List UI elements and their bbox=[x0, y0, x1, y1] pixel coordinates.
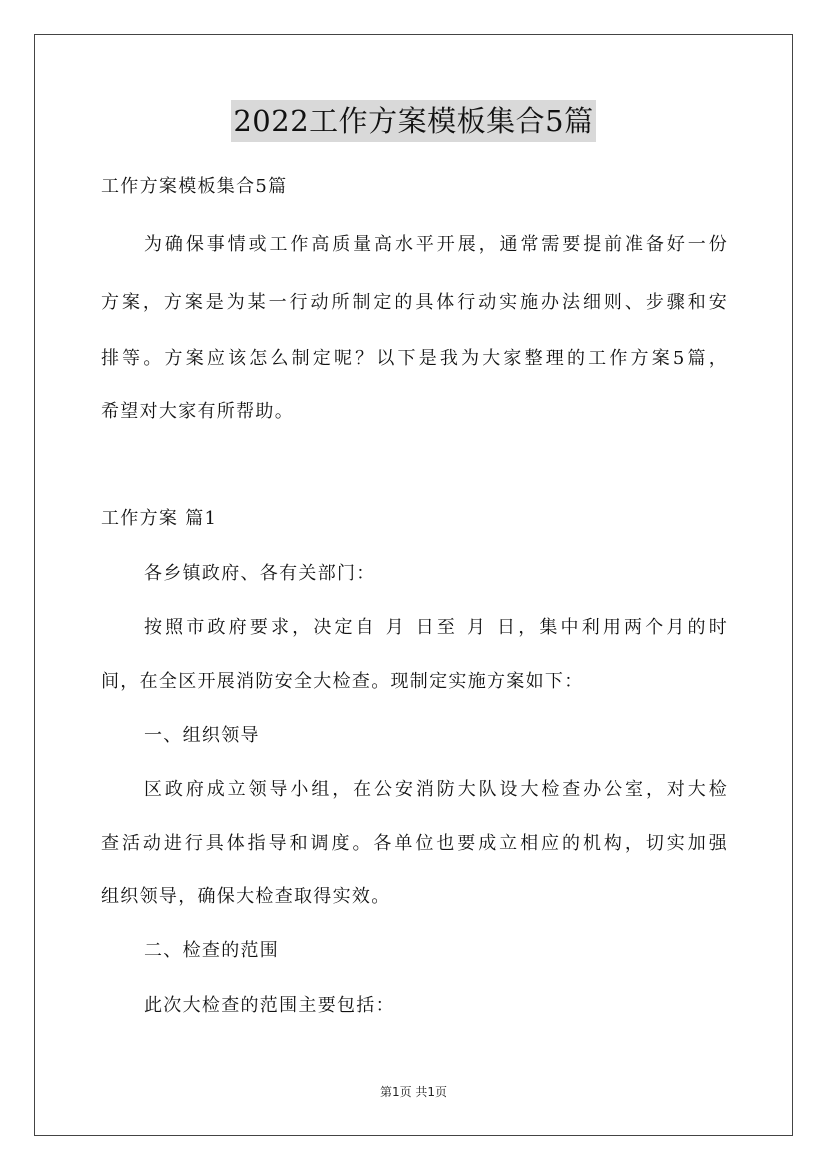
body-line: 间，在全区开展消防安全大检查。现制定实施方案如下： bbox=[101, 671, 584, 692]
intro-line: 希望对大家有所帮助。 bbox=[101, 401, 294, 422]
body-line: 区政府成立领导小组，在公安消防大队设大检查办公室，对大检 bbox=[144, 779, 728, 800]
body-line: 二、检查的范围 bbox=[144, 940, 280, 961]
body-line: 各乡镇政府、各有关部门： bbox=[144, 563, 376, 584]
body-line: 此次大检查的范围主要包括： bbox=[144, 995, 395, 1016]
intro-line: 排等。方案应该怎么制定呢？以下是我为大家整理的工作方案5篇， bbox=[101, 348, 728, 369]
document-title: 2022工作方案模板集合5篇 bbox=[231, 100, 595, 142]
intro-line: 方案，方案是为某一行动所制定的具体行动实施办法细则、步骤和安 bbox=[101, 292, 728, 313]
body-line: 查活动进行具体指导和调度。各单位也要成立相应的机构，切实加强 bbox=[101, 833, 728, 854]
document-subtitle: 工作方案模板集合5篇 bbox=[101, 176, 288, 197]
page-number: 第1页 共1页 bbox=[379, 1085, 448, 1099]
section-heading: 工作方案 篇1 bbox=[101, 508, 218, 529]
body-line: 组织领导，确保大检查取得实效。 bbox=[101, 886, 391, 907]
body-line: 一、组织领导 bbox=[144, 725, 260, 746]
body-line: 按照市政府要求，决定自 月 日至 月 日，集中利用两个月的时 bbox=[144, 617, 728, 638]
intro-line: 为确保事情或工作高质量高水平开展，通常需要提前准备好一份 bbox=[144, 234, 728, 255]
title-container bbox=[0, 100, 827, 142]
